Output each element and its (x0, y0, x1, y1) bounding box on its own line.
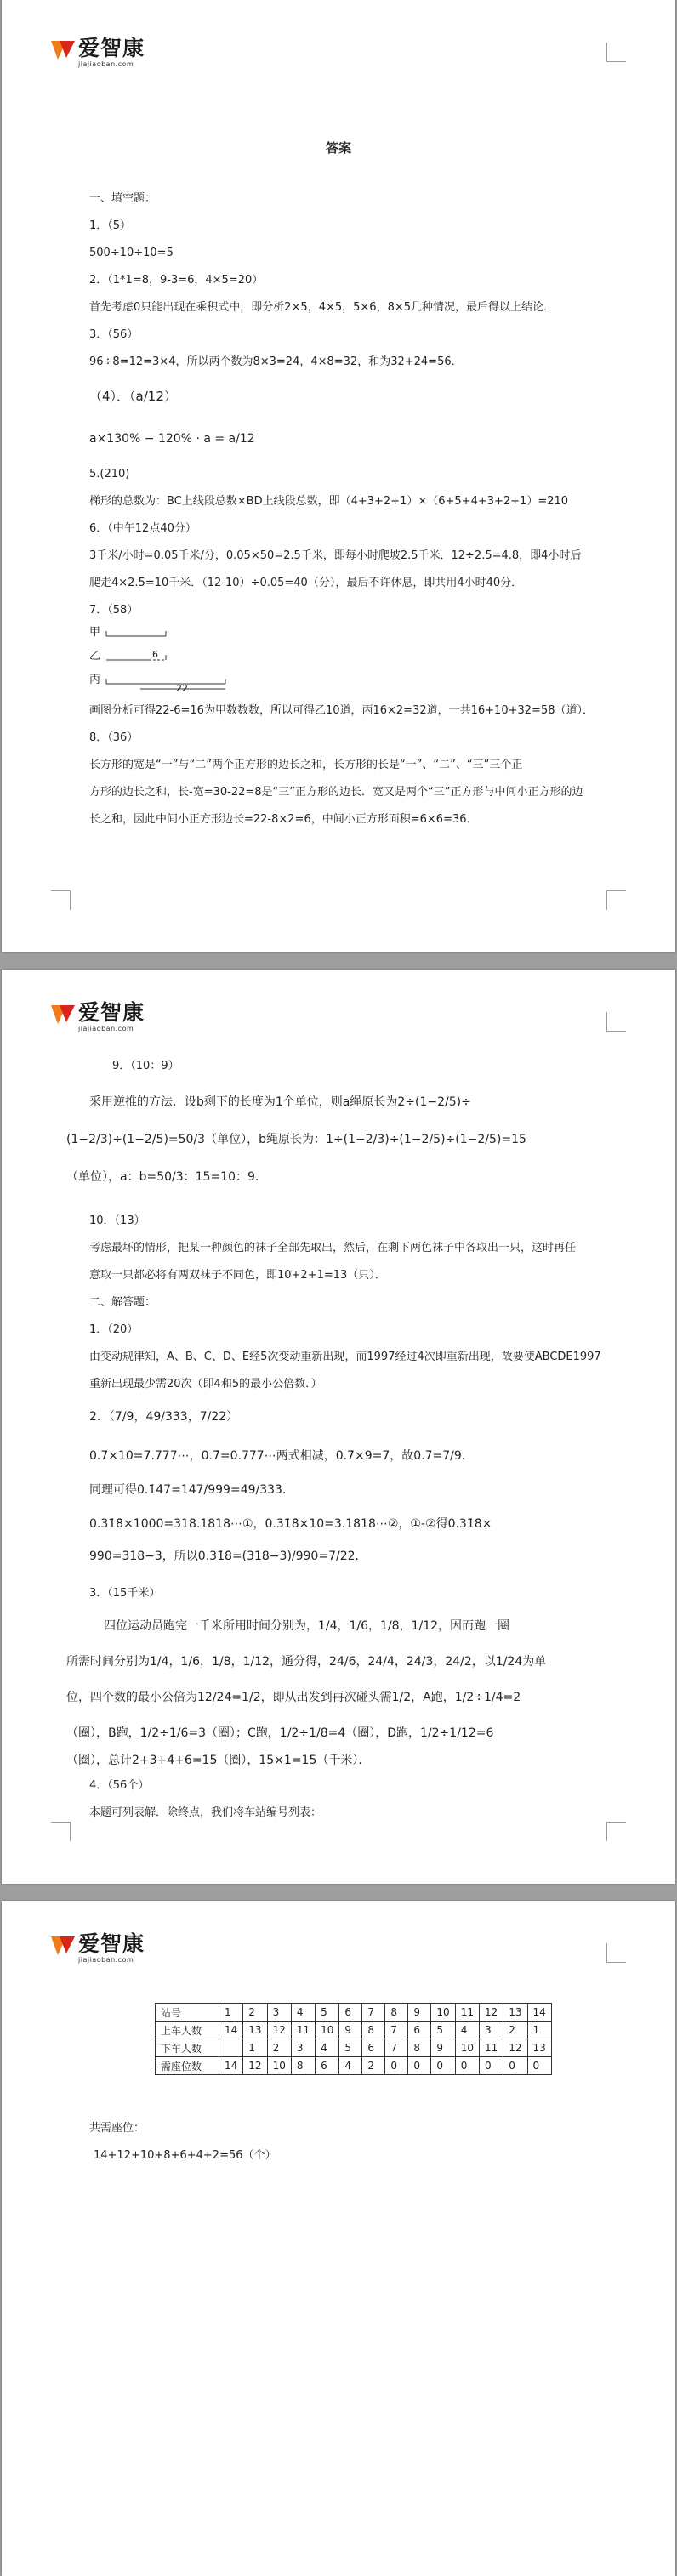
table-cell: 5 (316, 2004, 339, 2022)
brand-name: 爱智康 (78, 36, 145, 60)
row-header: 站号 (156, 2004, 219, 2022)
row-header: 下车人数 (156, 2039, 219, 2057)
table-cell: 7 (385, 2039, 408, 2057)
answer-text: 位，四个数的最小公倍为12/24=1/2，即从出发到再次碰头需1/2，A跑，1/2÷1/4=2 (66, 1691, 521, 1704)
corner-mark (51, 1822, 71, 1841)
table-cell: 14 (219, 2057, 243, 2075)
logo-icon (51, 1931, 75, 1957)
brand-logo (51, 1931, 170, 1965)
answer-text: （圈），总计2+3+4+6=15（圈），15×1=15（千米）． (66, 1754, 371, 1767)
answer-label: 4．（56个） (89, 1779, 150, 1792)
row-header: 需座位数 (156, 2057, 219, 2075)
answer-text: 采用逆推的方法．设b剩下的长度为1个单位，则a绳原长为2÷(1−2/5)÷ (89, 1095, 471, 1109)
answer-label: 6．（中午12点40分） (89, 522, 196, 535)
table-cell: 9 (339, 2022, 362, 2039)
corner-mark (606, 890, 626, 910)
table-cell: 0 (527, 2057, 551, 2075)
page-3 (2, 1901, 675, 2576)
table-cell: 6 (339, 2004, 362, 2022)
answer-text: 方形的边长之和，长-宽=30-22=8是“三”正方形的边长．宽又是两个“三”正方形与中间小正方形的边 (89, 786, 583, 799)
table-cell: 9 (431, 2039, 455, 2057)
table-cell: 4 (339, 2057, 362, 2075)
answer-label: 2．（7/9，49/333，7/22） (89, 1410, 239, 1424)
table-cell: 12 (267, 2022, 291, 2039)
formula-line: 0.31̇8̇×1000=318.1818⋯①，0.31̇8̇×10=3.1818⋯②，①-②得0.31̇8̇× (89, 1517, 492, 1531)
table-cell: 8 (385, 2004, 408, 2022)
answer-text: 意取一只都必将有两双袜子不同色，即10+2+1=13（只）． (89, 1269, 386, 1282)
table-cell: 14 (219, 2022, 243, 2039)
table-cell: 1 (527, 2022, 551, 2039)
answer-label: 1．（5） (89, 219, 132, 232)
table-cell: 1 (219, 2004, 243, 2022)
table-cell: 0 (431, 2057, 455, 2075)
table-cell: 6 (362, 2039, 385, 2057)
table-cell: 4 (455, 2022, 479, 2039)
table-cell: 13 (243, 2022, 267, 2039)
answer-text: 3千米/小时=0.05千米/分，0.05×50=2.5千米，即每小时爬坡2.5千米．12÷2.5=4.8，即4小时后 (89, 549, 582, 562)
table-cell: 7 (385, 2022, 408, 2039)
brand-url: jiajiaoban.com (78, 1956, 134, 1964)
formula-line: （单位），a：b=50/3：15=10：9． (66, 1170, 267, 1184)
table-cell: 7 (362, 2004, 385, 2022)
table-cell: 2 (362, 2057, 385, 2075)
brand-name: 爱智康 (78, 1931, 145, 1956)
table-cell: 14 (527, 2004, 551, 2022)
answer-text: 长方形的宽是“一”与“二”两个正方形的边长之和，长方形的长是“一”、“二”、“三”三个正 (89, 759, 523, 771)
section-heading: 一、填空题： (89, 192, 156, 205)
formula-line: 990=318−3，所以0.31̇8̇=(318−3)/990=7/22． (89, 1550, 367, 1563)
table-cell: 3 (479, 2022, 503, 2039)
page-1 (2, 0, 675, 952)
table-cell: 8 (291, 2057, 315, 2075)
corner-mark (606, 1012, 626, 1032)
formula-line: 同理可得0.1̇4̇7̇=147/999=49/333． (89, 1483, 294, 1497)
logo-icon (51, 36, 75, 61)
formula-line: (1−2/3)÷(1−2/5)=50/3（单位），b绳原长为：1÷(1−2/3)÷(1−2/5)÷(1−2/5)=15 (66, 1133, 526, 1146)
segment-diagram (89, 621, 285, 692)
table-cell: 6 (316, 2057, 339, 2075)
table-cell: 0 (455, 2057, 479, 2075)
brand-url: jiajiaoban.com (78, 60, 134, 68)
table-row (156, 2022, 552, 2039)
answer-label: 8．（36） (89, 731, 139, 744)
answer-text: 梯形的总数为：BC上线段总数×BD上线段总数，即（4+3+2+1）×（6+5+4+3+2+1）=210 (89, 495, 569, 508)
table-row (156, 2057, 552, 2075)
table-cell: 10 (316, 2022, 339, 2039)
table-cell: 5 (431, 2022, 455, 2039)
answer-text: 本题可列表解．除终点，我们将车站编号列表： (89, 1806, 322, 1819)
answer-label: 7．（58） (89, 604, 139, 617)
table-cell: 4 (291, 2004, 315, 2022)
table-cell: 10 (455, 2039, 479, 2057)
answer-text: 爬走4×2.5=10千米．（12-10）÷0.05=40（分），最后不许休息，即共用4小时40分． (89, 577, 523, 589)
table-cell: 3 (291, 2039, 315, 2057)
answer-label: 9．（10：9） (112, 1060, 179, 1072)
corner-mark (606, 1822, 626, 1841)
table-cell: 0 (479, 2057, 503, 2075)
table-cell: 11 (291, 2022, 315, 2039)
answer-label: 5.(210) (89, 468, 130, 481)
answer-text: （圈），B跑，1/2÷1/6=3（圈）；C跑，1/2÷1/8=4（圈），D跑，1/2÷1/12=6 (66, 1726, 494, 1740)
table-row (156, 2004, 552, 2022)
section-heading: 二、解答题： (89, 1296, 156, 1309)
table-cell: 2 (503, 2022, 527, 2039)
answer-label: 3．（56） (89, 328, 139, 341)
table-cell: 3 (267, 2004, 291, 2022)
table-cell: 9 (408, 2004, 431, 2022)
page-title: 答案 (325, 140, 351, 156)
table-cell: 4 (316, 2039, 339, 2057)
diagram-mark-6: 6 (152, 649, 158, 660)
answer-text: 所需时间分别为1/4，1/6，1/8，1/12，通分得，24/6，24/4，24/3，24/2，以1/24为单 (66, 1655, 547, 1669)
diagram-label-jia: 甲 (89, 626, 101, 639)
formula-line: a×130% − 120% · a = a/12 (89, 432, 255, 446)
corner-mark (606, 1943, 626, 1963)
diagram-mark-22: 22 (176, 683, 188, 694)
table-cell: 12 (479, 2004, 503, 2022)
logo-icon (51, 1000, 75, 1026)
table-cell: 11 (455, 2004, 479, 2022)
table-cell: 13 (503, 2004, 527, 2022)
formula-line: 0.7̇×10=7.777⋯，0.7̇=0.777⋯两式相减，0.7̇×9=7，故0.7̇=7/9． (89, 1449, 474, 1463)
answer-text: 四位运动员跑完一千米所用时间分别为，1/4，1/6，1/8，1/12，因而跑一圈 (104, 1619, 510, 1633)
answer-label: （4）．（a/12） (89, 389, 177, 404)
page-2 (2, 970, 675, 1884)
answer-label: 10．（13） (89, 1214, 145, 1227)
table-cell: 12 (243, 2057, 267, 2075)
table-cell: 12 (503, 2039, 527, 2057)
table-cell: 8 (408, 2039, 431, 2057)
corner-mark (606, 43, 626, 62)
corner-mark (51, 890, 71, 910)
table-cell: 11 (479, 2039, 503, 2057)
summary-label: 共需座位： (89, 2122, 145, 2135)
brand-logo (51, 1000, 170, 1034)
table-cell: 8 (362, 2022, 385, 2039)
brand-url: jiajiaoban.com (78, 1025, 134, 1032)
table-cell: 10 (267, 2057, 291, 2075)
table-cell: 5 (339, 2039, 362, 2057)
answer-text: 首先考虑0只能出现在乘积式中，即分析2×5，4×5，5×6，8×5几种情况，最后得以上结论． (89, 301, 555, 314)
table-cell: 10 (431, 2004, 455, 2022)
table-cell: 1 (243, 2039, 267, 2057)
table-cell: 13 (527, 2039, 551, 2057)
table-cell: 0 (503, 2057, 527, 2075)
answer-text: 长之和，因此中间小正方形边长=22-8×2=6，中间小正方形面积=6×6=36． (89, 813, 478, 826)
table-cell: 0 (385, 2057, 408, 2075)
brand-logo (51, 36, 170, 70)
answer-text: 96÷8=12=3×4，所以两个数为8×3=24，4×8=32，和为32+24=56． (89, 355, 463, 368)
answer-label: 2．（1*1=8，9-3=6，4×5=20） (89, 274, 264, 287)
brand-name: 爱智康 (78, 1000, 145, 1025)
diagram-label-bing: 丙 (89, 674, 101, 686)
answer-label: 3．（15千米） (89, 1587, 161, 1600)
summary-formula: 14+12+10+8+6+4+2=56（个） (94, 2149, 276, 2162)
answer-text: 重新出现最少需20次（即4和5的最小公倍数．） (89, 1378, 322, 1390)
answer-label: 1．（20） (89, 1323, 139, 1336)
table-cell: 6 (408, 2022, 431, 2039)
row-header: 上车人数 (156, 2022, 219, 2039)
answer-text: 500÷10÷10=5 (89, 247, 174, 259)
diagram-label-yi: 乙 (89, 650, 101, 662)
station-table (155, 2003, 552, 2075)
table-cell: 2 (243, 2004, 267, 2022)
table-cell: 2 (267, 2039, 291, 2057)
answer-text: 画图分析可得22-6=16为甲数数数，所以可得乙10道，丙16×2=32道，一共16+10+32=58（道）． (89, 704, 594, 717)
answer-text: 考虑最坏的情形，把某一种颜色的袜子全部先取出，然后，在剩下两色袜子中各取出一只，这时再任 (89, 1242, 577, 1254)
table-row (156, 2039, 552, 2057)
table-cell (219, 2039, 243, 2057)
table-cell: 0 (408, 2057, 431, 2075)
answer-text: 由变动规律知，A、B、C、D、E经5次变动重新出现，而1997经过4次即重新出现，故要使ABCDE1997 (89, 1351, 601, 1363)
